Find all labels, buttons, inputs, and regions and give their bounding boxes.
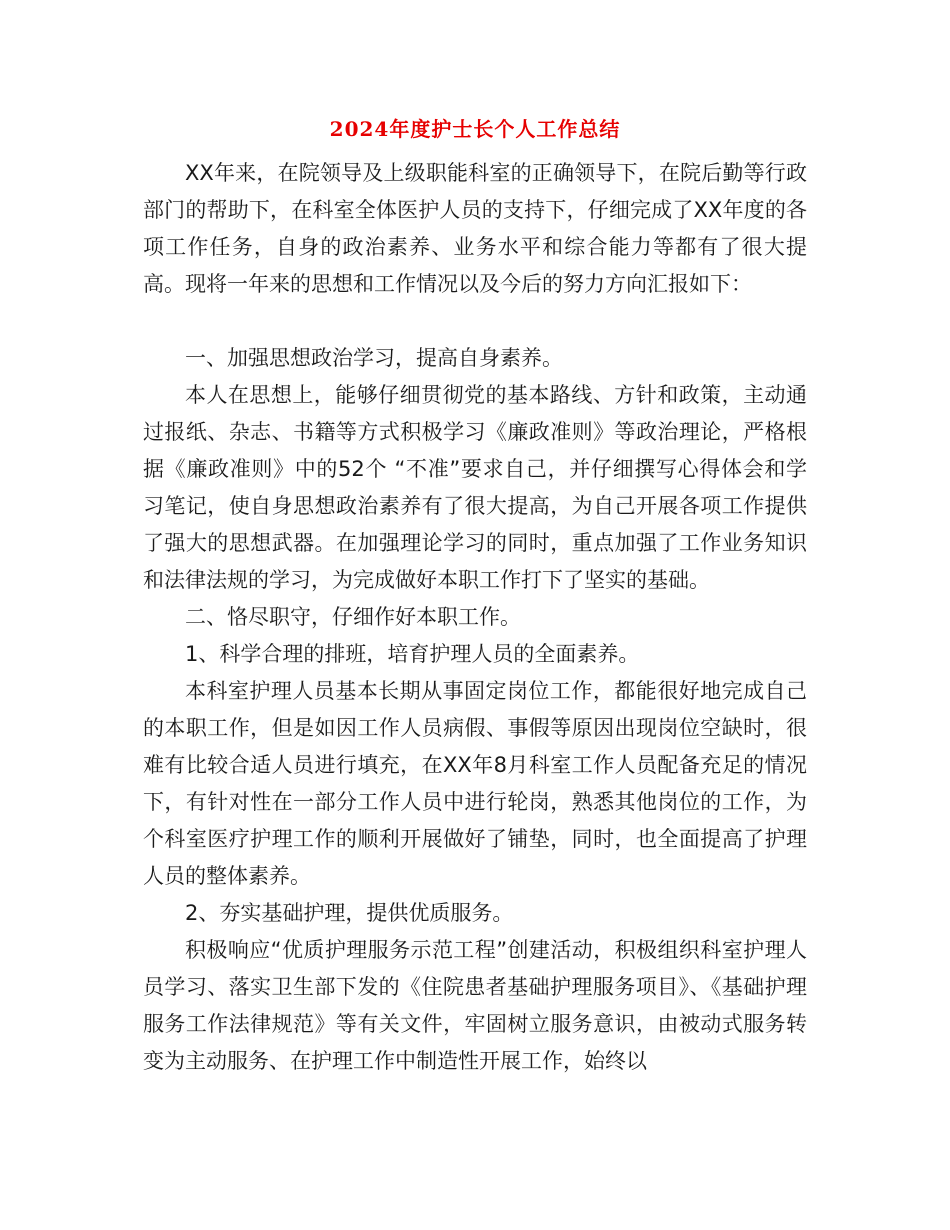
section-heading-1: 一、加强思想政治学习，提高自身素养。 <box>185 346 563 370</box>
document-body <box>143 155 807 1080</box>
document-title: 2024年度护士长个人工作总结 <box>329 117 621 141</box>
subsection-heading-1: 1、科学合理的排班，培育护理人员的全面素养。 <box>185 642 640 666</box>
paragraph-basic-nursing: 积极响应“优质护理服务示范工程”创建活动，积极组织科室护理人员学习、落实卫生部下发的《住院患者基础护理服务项目》、《基础护理服务工作法律规范》等有关文件，牢固树立服务意识，由被动式服务转变为主动服务、在护理工作中制造性开展工作，始终以 <box>143 938 807 1073</box>
subsection-heading-2: 2、夯实基础护理，提供优质服务。 <box>185 901 514 925</box>
paragraph-intro: XX年来，在院领导及上级职能科室的正确领导下，在院后勤等行政部门的帮助下，在科室全体医护人员的支持下，仔细完成了XX年度的各项工作任务，自身的政治素养、业务水平和综合能力等都有了很大提高。现将一年来的思想和工作情况以及今后的努力方向汇报如下： <box>143 161 807 296</box>
paragraph-political-study: 本人在思想上，能够仔细贯彻党的基本路线、方针和政策，主动通过报纸、杂志、书籍等方式积极学习《廉政准则》等政治理论，严格根据《廉政准则》中的52个 “不准”要求自己，并仔细撰写心得体会和学习笔记，使自身思想政治素养有了很大提高，为自己开展各项工作提供了强大的思想武器。在加强理论学习的同时，重点加强了工作业务知识和法律法规的学习，为完成做好本职工作打下了坚实的基础。 <box>143 383 807 592</box>
section-heading-2: 二、恪尽职守，仔细作好本职工作。 <box>185 605 521 629</box>
paragraph-scheduling: 本科室护理人员基本长期从事固定岗位工作，都能很好地完成自己的本职工作，但是如因工作人员病假、事假等原因出现岗位空缺时，很难有比较合适人员进行填充，在XX年8月科室工作人员配备充足的情况下，有针对性在一部分工作人员中进行轮岗，熟悉其他岗位的工作，为个科室医疗护理工作的顺利开展做好了铺垫，同时，也全面提高了护理人员的整体素养。 <box>143 679 807 888</box>
